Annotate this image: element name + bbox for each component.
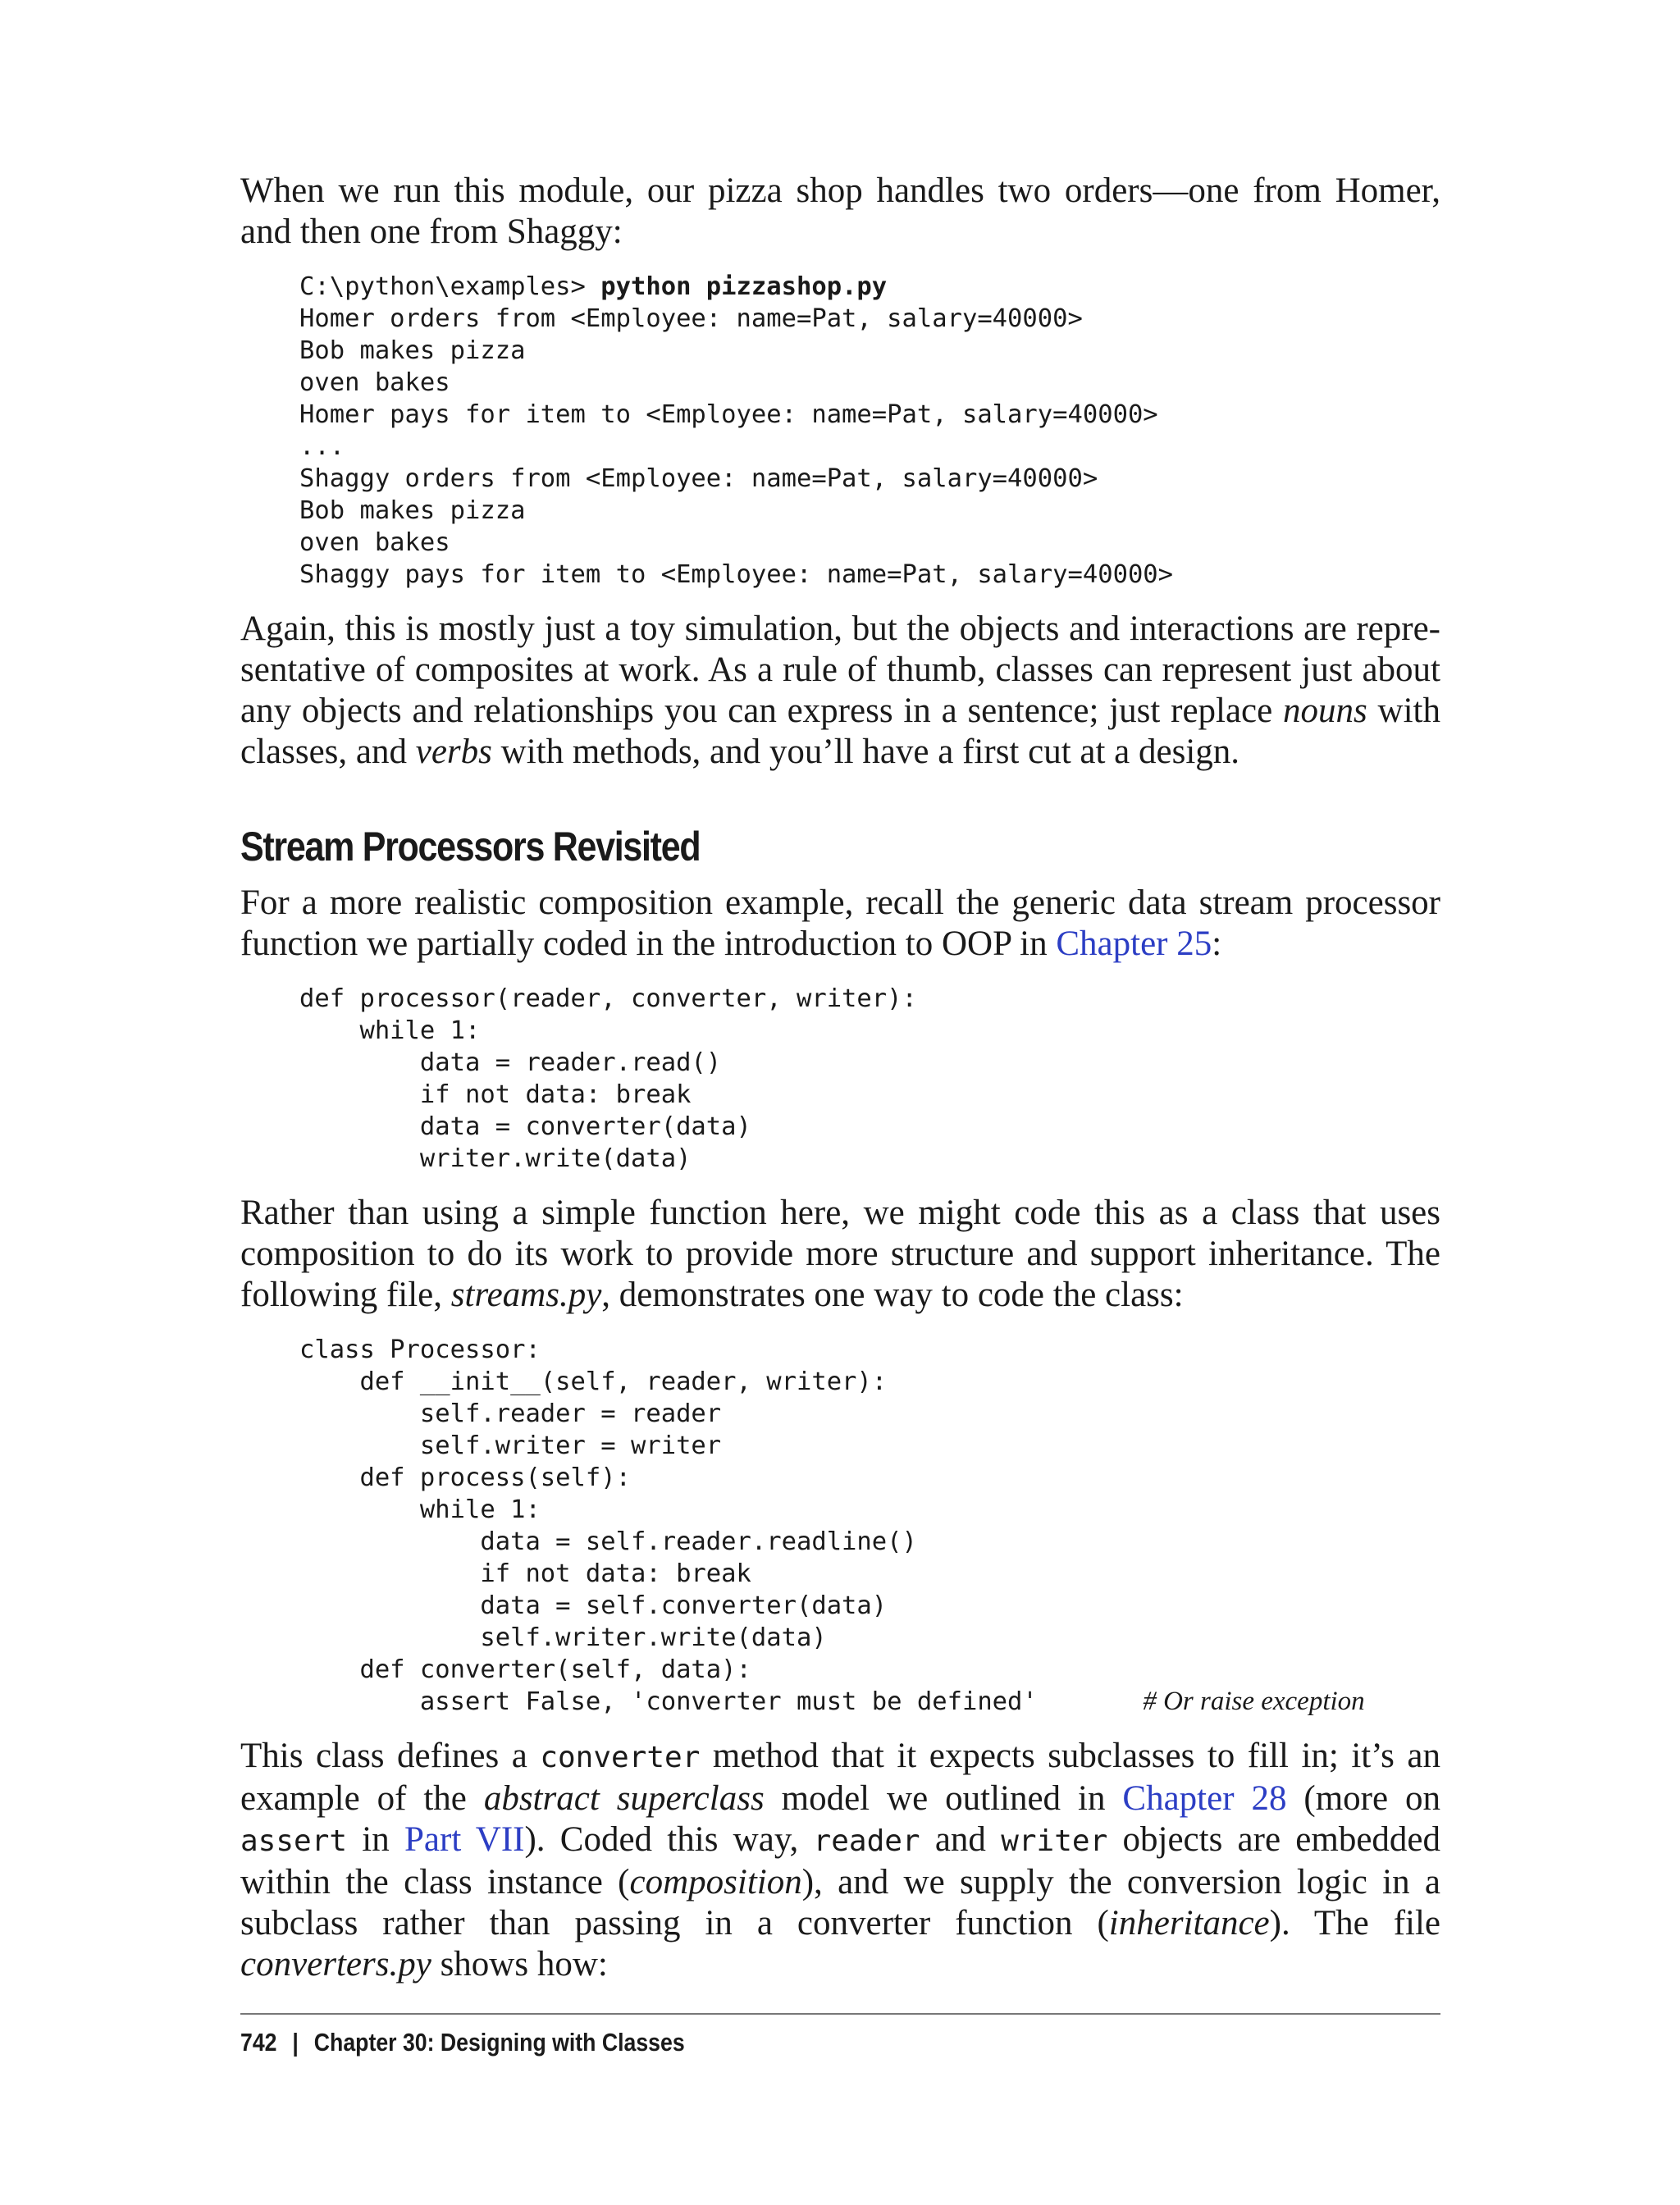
code-block-processor-function	[240, 983, 1440, 1175]
code-line: class Processor:	[299, 1335, 541, 1364]
filename-converters: converters.py	[240, 1945, 431, 1984]
code-line: data = self.reader.readline()	[299, 1527, 917, 1556]
link-chapter-28[interactable]: Chapter 28	[1122, 1779, 1287, 1818]
code-line: def converter(self, data):	[299, 1655, 751, 1684]
filename-streams: streams.py	[450, 1276, 602, 1314]
paragraph-intro: When we run this module, our pizza shop handles two orders—one from Homer, and then one from Shaggy:	[240, 171, 1440, 251]
section-heading: Stream Processors Revisited	[240, 824, 701, 870]
code-line: Shaggy pays for item to <Employee: name=Pat, salary=40000>	[299, 560, 1174, 589]
paragraph-toy-simulation: Again, this is mostly just a toy simulation, but the objects and interactions are representative of composites at work. As a rule of thumb, classes can represent just about any objects and relationships you can express in a sentence; just replace nouns with classes, and verbs with methods, and you’ll have a first cut at a design.	[240, 609, 1440, 771]
code-comment: # Or raise exception	[1143, 1687, 1365, 1716]
link-part-vii[interactable]: Part VII	[404, 1820, 525, 1859]
code-line: data = self.converter(data)	[299, 1591, 888, 1620]
inline-code-writer: writer	[1001, 1824, 1108, 1858]
emphasis-abstract-superclass: abstract superclass	[483, 1779, 765, 1818]
code-line: self.writer.write(data)	[299, 1623, 827, 1652]
code-line: data = converter(data)	[299, 1112, 751, 1141]
inline-code-reader: reader	[813, 1824, 920, 1858]
page-content	[240, 171, 1440, 1985]
emphasis-nouns: nouns	[1283, 692, 1367, 730]
code-line: Shaggy orders from <Employee: name=Pat, salary=40000>	[299, 464, 1098, 493]
code-line: Homer orders from <Employee: name=Pat, salary=40000>	[299, 304, 1083, 333]
emphasis-composition: composition	[629, 1863, 802, 1901]
code-line: while 1:	[299, 1016, 481, 1045]
code-line: Homer pays for item to <Employee: name=Pat, salary=40000>	[299, 400, 1158, 429]
code-line: oven bakes	[299, 368, 450, 397]
inline-code-assert: assert	[240, 1824, 348, 1858]
code-line: Bob makes pizza	[299, 336, 526, 365]
code-line: while 1:	[299, 1495, 541, 1524]
footer-chapter-title: Chapter 30: Designing with Classes	[313, 2028, 685, 2057]
code-line: Bob makes pizza	[299, 496, 526, 525]
code-line: if not data: break	[299, 1559, 751, 1588]
paragraph-converter-method: This class defines a converter method that it expects subclasses to fill in; it’s an example of the abstract superclass model we outlined in Chapter 28 (more on assert in Part VII). Coded this way, reader and writer objects are embedded within the class instance (composition), and we supply the conversion logic in a subclass rather than passing in a converter function (inheritance). The file converters.py shows how:	[240, 1737, 1441, 1984]
shell-command: python pizzashop.py	[600, 272, 888, 301]
code-line: def process(self):	[299, 1463, 631, 1492]
page-footer	[240, 2026, 685, 2059]
footer-separator: |	[292, 2028, 299, 2057]
page-number: 742	[240, 2028, 277, 2057]
code-line: assert False, 'converter must be defined' # Or raise exception	[299, 1687, 1365, 1716]
code-line: def processor(reader, converter, writer):	[299, 984, 917, 1013]
paragraph-class-composition: Rather than using a simple function here, we might code this as a class that uses composition to do its work to provide more structure and support inheritance. The following file, streams.py, demonstrates one way to code the class:	[240, 1194, 1440, 1314]
paragraph-composition-example: For a more realistic composition example, recall the generic data stream processor function we partially coded in the introduction to OOP in Chapter 25:	[240, 883, 1440, 963]
inline-code-converter: converter	[540, 1741, 701, 1774]
code-line: self.writer = writer	[299, 1431, 722, 1460]
footer-divider	[240, 2013, 1440, 2015]
code-line: self.reader = reader	[299, 1399, 722, 1428]
code-block-pizzashop-output	[240, 271, 1440, 591]
code-line: def __init__(self, reader, writer):	[299, 1367, 888, 1396]
emphasis-verbs: verbs	[415, 733, 492, 771]
code-line: writer.write(data)	[299, 1144, 692, 1173]
emphasis-inheritance: inheritance	[1108, 1904, 1270, 1942]
code-line: oven bakes	[299, 528, 450, 557]
code-line: ...	[299, 432, 345, 461]
code-line: if not data: break	[299, 1080, 692, 1109]
code-line: data = reader.read()	[299, 1048, 722, 1077]
code-block-processor-class	[240, 1334, 1440, 1718]
link-chapter-25[interactable]: Chapter 25	[1056, 924, 1212, 963]
code-line	[299, 271, 1440, 303]
shell-prompt: C:\python\examples>	[299, 272, 601, 301]
